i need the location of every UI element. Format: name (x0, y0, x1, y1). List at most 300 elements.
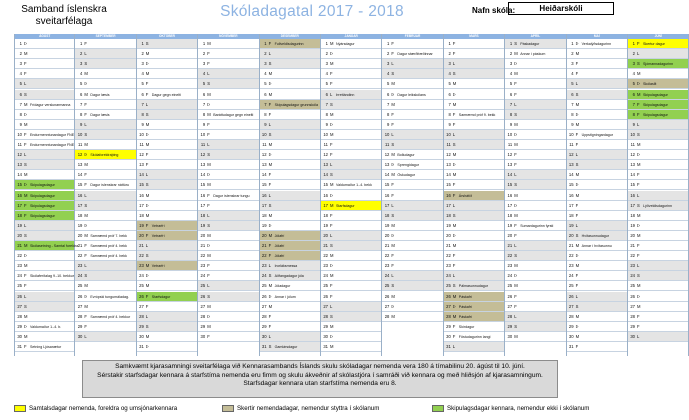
day-cell[interactable] (444, 241, 504, 251)
day-cell[interactable] (628, 191, 688, 201)
day-cell[interactable] (15, 281, 74, 291)
day-cell[interactable] (137, 211, 197, 221)
day-cell[interactable] (198, 130, 258, 140)
day-cell[interactable] (382, 110, 442, 120)
day-cell[interactable] (628, 231, 688, 241)
day-cell[interactable] (628, 201, 688, 211)
day-cell[interactable] (198, 221, 258, 231)
day-cell[interactable] (628, 271, 688, 281)
day-cell[interactable] (382, 69, 442, 79)
day-cell[interactable] (75, 59, 135, 69)
day-cell[interactable] (75, 140, 135, 150)
day-cell[interactable] (628, 130, 688, 140)
day-cell[interactable] (75, 150, 135, 160)
day-cell[interactable] (75, 160, 135, 170)
day-cell[interactable] (137, 281, 197, 291)
day-cell[interactable] (75, 292, 135, 302)
day-cell[interactable] (382, 59, 442, 69)
day-cell[interactable] (15, 201, 74, 211)
day-cell[interactable] (382, 140, 442, 150)
day-cell[interactable] (137, 332, 197, 342)
day-cell[interactable] (75, 271, 135, 281)
day-cell[interactable] (260, 342, 320, 352)
day-cell[interactable] (198, 170, 258, 180)
day-cell[interactable] (75, 69, 135, 79)
day-cell[interactable] (260, 59, 320, 69)
day-cell[interactable] (137, 231, 197, 241)
day-cell[interactable] (567, 59, 627, 69)
day-cell[interactable] (260, 292, 320, 302)
day-cell[interactable] (628, 211, 688, 221)
day-cell[interactable] (382, 231, 442, 241)
day-cell[interactable] (75, 191, 135, 201)
day-cell[interactable] (198, 69, 258, 79)
day-cell[interactable] (198, 110, 258, 120)
day-cell[interactable] (321, 79, 381, 89)
day-cell[interactable] (382, 39, 442, 49)
day-cell[interactable] (321, 100, 381, 110)
day-cell[interactable] (321, 49, 381, 59)
day-cell[interactable] (444, 221, 504, 231)
day-cell[interactable] (382, 312, 442, 322)
day-cell[interactable] (505, 110, 565, 120)
day-cell[interactable] (505, 69, 565, 79)
day-cell[interactable] (137, 160, 197, 170)
day-cell[interactable] (321, 170, 381, 180)
day-cell[interactable] (198, 39, 258, 49)
day-cell[interactable] (567, 100, 627, 110)
day-cell[interactable] (137, 180, 197, 190)
day-cell[interactable] (260, 79, 320, 89)
day-cell[interactable] (444, 271, 504, 281)
day-cell[interactable] (382, 211, 442, 221)
day-cell[interactable] (444, 59, 504, 69)
day-cell[interactable] (198, 251, 258, 261)
day-cell[interactable] (260, 100, 320, 110)
day-cell[interactable] (15, 150, 74, 160)
day-cell[interactable] (260, 130, 320, 140)
day-cell[interactable] (321, 191, 381, 201)
day-cell[interactable] (198, 79, 258, 89)
day-cell[interactable] (382, 261, 442, 271)
day-cell[interactable] (321, 322, 381, 332)
day-cell[interactable] (198, 160, 258, 170)
day-cell[interactable] (198, 59, 258, 69)
day-cell[interactable] (444, 170, 504, 180)
day-cell[interactable] (15, 90, 74, 100)
day-cell[interactable] (444, 342, 504, 352)
day-cell[interactable] (75, 281, 135, 291)
day-cell[interactable] (444, 110, 504, 120)
day-cell[interactable] (567, 201, 627, 211)
day-cell[interactable] (382, 281, 442, 291)
day-cell[interactable] (444, 79, 504, 89)
day-cell[interactable] (15, 100, 74, 110)
day-cell[interactable] (628, 110, 688, 120)
day-cell[interactable] (628, 59, 688, 69)
day-cell[interactable] (628, 79, 688, 89)
day-cell[interactable] (198, 261, 258, 271)
day-cell[interactable] (15, 191, 74, 201)
day-cell[interactable] (567, 69, 627, 79)
day-cell[interactable] (321, 281, 381, 291)
day-cell[interactable] (137, 322, 197, 332)
day-cell[interactable] (198, 302, 258, 312)
day-cell[interactable] (321, 90, 381, 100)
day-cell[interactable] (321, 150, 381, 160)
day-cell[interactable] (505, 332, 565, 342)
day-cell[interactable] (260, 211, 320, 221)
day-cell[interactable] (444, 49, 504, 59)
day-cell[interactable] (444, 292, 504, 302)
day-cell[interactable] (321, 251, 381, 261)
day-cell[interactable] (567, 322, 627, 332)
day-cell[interactable] (137, 302, 197, 312)
day-cell[interactable] (567, 342, 627, 352)
day-cell[interactable] (15, 170, 74, 180)
day-cell[interactable] (260, 191, 320, 201)
day-cell[interactable] (628, 302, 688, 312)
day-cell[interactable] (567, 110, 627, 120)
day-cell[interactable] (137, 120, 197, 130)
day-cell[interactable] (505, 100, 565, 110)
day-cell[interactable] (321, 110, 381, 120)
day-cell[interactable] (628, 69, 688, 79)
day-cell[interactable] (444, 191, 504, 201)
day-cell[interactable] (137, 170, 197, 180)
day-cell[interactable] (382, 170, 442, 180)
day-cell[interactable] (505, 49, 565, 59)
day-cell[interactable] (75, 130, 135, 140)
day-cell[interactable] (444, 90, 504, 100)
day-cell[interactable] (137, 49, 197, 59)
day-cell[interactable] (137, 69, 197, 79)
day-cell[interactable] (628, 150, 688, 160)
day-cell[interactable] (382, 150, 442, 160)
day-cell[interactable] (567, 191, 627, 201)
day-cell[interactable] (321, 221, 381, 231)
day-cell[interactable] (505, 39, 565, 49)
day-cell[interactable] (75, 231, 135, 241)
day-cell[interactable] (15, 221, 74, 231)
day-cell[interactable] (137, 39, 197, 49)
day-cell[interactable] (15, 140, 74, 150)
day-cell[interactable] (321, 261, 381, 271)
day-cell[interactable] (321, 120, 381, 130)
day-cell[interactable] (321, 160, 381, 170)
day-cell[interactable] (382, 90, 442, 100)
day-cell[interactable] (444, 251, 504, 261)
day-cell[interactable] (321, 59, 381, 69)
day-cell[interactable] (505, 120, 565, 130)
day-cell[interactable] (567, 332, 627, 342)
day-cell[interactable] (15, 271, 74, 281)
day-cell[interactable] (444, 160, 504, 170)
day-cell[interactable] (137, 90, 197, 100)
day-cell[interactable] (505, 281, 565, 291)
day-cell[interactable] (505, 211, 565, 221)
day-cell[interactable] (505, 261, 565, 271)
day-cell[interactable] (505, 79, 565, 89)
day-cell[interactable] (382, 120, 442, 130)
day-cell[interactable] (567, 302, 627, 312)
day-cell[interactable] (260, 231, 320, 241)
day-cell[interactable] (382, 302, 442, 312)
day-cell[interactable] (75, 211, 135, 221)
day-cell[interactable] (382, 292, 442, 302)
day-cell[interactable] (628, 332, 688, 342)
day-cell[interactable] (628, 140, 688, 150)
day-cell[interactable] (137, 79, 197, 89)
day-cell[interactable] (444, 332, 504, 342)
day-cell[interactable] (444, 180, 504, 190)
day-cell[interactable] (15, 69, 74, 79)
day-cell[interactable] (505, 170, 565, 180)
day-cell[interactable] (260, 140, 320, 150)
day-cell[interactable] (198, 100, 258, 110)
day-cell[interactable] (75, 322, 135, 332)
day-cell[interactable] (198, 312, 258, 322)
day-cell[interactable] (15, 79, 74, 89)
day-cell[interactable] (444, 201, 504, 211)
day-cell[interactable] (321, 211, 381, 221)
day-cell[interactable] (321, 312, 381, 322)
day-cell[interactable] (198, 120, 258, 130)
day-cell[interactable] (444, 150, 504, 160)
day-cell[interactable] (75, 79, 135, 89)
day-cell[interactable] (75, 90, 135, 100)
day-cell[interactable] (260, 281, 320, 291)
day-cell[interactable] (198, 241, 258, 251)
day-cell[interactable] (260, 150, 320, 160)
day-cell[interactable] (198, 281, 258, 291)
day-cell[interactable] (15, 342, 74, 352)
day-cell[interactable] (567, 241, 627, 251)
day-cell[interactable] (628, 49, 688, 59)
day-cell[interactable] (628, 120, 688, 130)
day-cell[interactable] (628, 261, 688, 271)
day-cell[interactable] (75, 49, 135, 59)
day-cell[interactable] (15, 322, 74, 332)
day-cell[interactable] (628, 241, 688, 251)
day-cell[interactable] (15, 241, 79, 251)
day-cell[interactable] (567, 150, 627, 160)
day-cell[interactable] (260, 39, 320, 49)
day-cell[interactable] (321, 201, 381, 211)
day-cell[interactable] (321, 302, 381, 312)
day-cell[interactable] (260, 120, 320, 130)
day-cell[interactable] (628, 100, 688, 110)
day-cell[interactable] (137, 140, 197, 150)
day-cell[interactable] (567, 170, 627, 180)
day-cell[interactable] (382, 49, 442, 59)
day-cell[interactable] (15, 261, 74, 271)
day-cell[interactable] (567, 79, 627, 89)
day-cell[interactable] (321, 271, 381, 281)
day-cell[interactable] (444, 312, 504, 322)
day-cell[interactable] (628, 160, 688, 170)
day-cell[interactable] (505, 322, 565, 332)
day-cell[interactable] (505, 90, 565, 100)
day-cell[interactable] (75, 241, 135, 251)
day-cell[interactable] (137, 201, 197, 211)
day-cell[interactable] (567, 120, 627, 130)
day-cell[interactable] (198, 191, 258, 201)
day-cell[interactable] (444, 302, 504, 312)
day-cell[interactable] (137, 191, 197, 201)
day-cell[interactable] (137, 312, 197, 322)
day-cell[interactable] (137, 342, 197, 352)
day-cell[interactable] (628, 90, 688, 100)
day-cell[interactable] (198, 271, 258, 281)
day-cell[interactable] (567, 271, 627, 281)
day-cell[interactable] (137, 261, 197, 271)
day-cell[interactable] (260, 251, 320, 261)
day-cell[interactable] (444, 281, 504, 291)
day-cell[interactable] (321, 69, 381, 79)
day-cell[interactable] (505, 231, 565, 241)
day-cell[interactable] (628, 180, 688, 190)
day-cell[interactable] (75, 302, 135, 312)
day-cell[interactable] (15, 130, 74, 140)
day-cell[interactable] (260, 241, 320, 251)
day-cell[interactable] (260, 312, 320, 322)
day-cell[interactable] (260, 322, 320, 332)
day-cell[interactable] (260, 69, 320, 79)
day-cell[interactable] (444, 140, 504, 150)
day-cell[interactable] (260, 221, 320, 231)
day-cell[interactable] (382, 100, 442, 110)
day-cell[interactable] (260, 110, 320, 120)
day-cell[interactable] (321, 231, 381, 241)
day-cell[interactable] (137, 271, 197, 281)
day-cell[interactable] (505, 241, 565, 251)
day-cell[interactable] (198, 201, 258, 211)
day-cell[interactable] (382, 221, 442, 231)
day-cell[interactable] (505, 302, 565, 312)
day-cell[interactable] (198, 322, 258, 332)
day-cell[interactable] (444, 322, 504, 332)
day-cell[interactable] (198, 292, 258, 302)
day-cell[interactable] (567, 39, 627, 49)
day-cell[interactable] (260, 180, 320, 190)
day-cell[interactable] (321, 140, 381, 150)
day-cell[interactable] (137, 241, 197, 251)
day-cell[interactable] (505, 140, 565, 150)
day-cell[interactable] (628, 281, 688, 291)
day-cell[interactable] (505, 271, 565, 281)
day-cell[interactable] (628, 39, 688, 49)
day-cell[interactable] (567, 90, 627, 100)
day-cell[interactable] (15, 292, 74, 302)
day-cell[interactable] (198, 332, 258, 342)
day-cell[interactable] (321, 180, 381, 190)
day-cell[interactable] (260, 261, 320, 271)
day-cell[interactable] (567, 261, 627, 271)
day-cell[interactable] (505, 59, 565, 69)
day-cell[interactable] (505, 201, 565, 211)
day-cell[interactable] (198, 90, 258, 100)
day-cell[interactable] (567, 292, 627, 302)
day-cell[interactable] (15, 180, 74, 190)
day-cell[interactable] (75, 221, 135, 231)
day-cell[interactable] (567, 130, 627, 140)
day-cell[interactable] (137, 110, 197, 120)
day-cell[interactable] (505, 251, 565, 261)
day-cell[interactable] (321, 332, 381, 342)
day-cell[interactable] (15, 211, 74, 221)
day-cell[interactable] (567, 312, 627, 322)
day-cell[interactable] (505, 160, 565, 170)
day-cell[interactable] (382, 251, 442, 261)
day-cell[interactable] (444, 261, 504, 271)
day-cell[interactable] (382, 271, 442, 281)
day-cell[interactable] (628, 170, 688, 180)
day-cell[interactable] (444, 69, 504, 79)
day-cell[interactable] (15, 302, 74, 312)
day-cell[interactable] (137, 292, 197, 302)
day-cell[interactable] (15, 59, 74, 69)
day-cell[interactable] (382, 130, 442, 140)
day-cell[interactable] (260, 271, 320, 281)
day-cell[interactable] (75, 180, 135, 190)
day-cell[interactable] (628, 221, 688, 231)
day-cell[interactable] (260, 160, 320, 170)
day-cell[interactable] (567, 140, 627, 150)
day-cell[interactable] (382, 241, 442, 251)
day-cell[interactable] (198, 49, 258, 59)
day-cell[interactable] (15, 110, 74, 120)
day-cell[interactable] (321, 241, 381, 251)
day-cell[interactable] (567, 180, 627, 190)
day-cell[interactable] (198, 231, 258, 241)
day-cell[interactable] (382, 191, 442, 201)
day-cell[interactable] (444, 130, 504, 140)
day-cell[interactable] (137, 59, 197, 69)
day-cell[interactable] (75, 39, 135, 49)
day-cell[interactable] (15, 120, 74, 130)
day-cell[interactable] (15, 231, 74, 241)
day-cell[interactable] (137, 221, 197, 231)
day-cell[interactable] (505, 130, 565, 140)
day-cell[interactable] (505, 221, 565, 231)
day-cell[interactable] (505, 191, 565, 201)
day-cell[interactable] (75, 120, 135, 130)
school-name-field[interactable]: Heiðarskóli (508, 2, 614, 15)
day-cell[interactable] (382, 201, 442, 211)
day-cell[interactable] (75, 312, 135, 322)
day-cell[interactable] (75, 251, 135, 261)
day-cell[interactable] (628, 312, 688, 322)
day-cell[interactable] (75, 201, 135, 211)
day-cell[interactable] (382, 160, 442, 170)
day-cell[interactable] (260, 170, 320, 180)
day-cell[interactable] (15, 251, 74, 261)
day-cell[interactable] (260, 302, 320, 312)
day-cell[interactable] (137, 251, 197, 261)
day-cell[interactable] (260, 332, 320, 342)
day-cell[interactable] (75, 332, 135, 342)
day-cell[interactable] (321, 342, 381, 352)
day-cell[interactable] (260, 49, 320, 59)
day-cell[interactable] (137, 150, 197, 160)
day-cell[interactable] (567, 221, 627, 231)
day-cell[interactable] (260, 90, 320, 100)
day-cell[interactable] (505, 180, 565, 190)
day-cell[interactable] (75, 170, 135, 180)
day-cell[interactable] (75, 100, 135, 110)
day-cell[interactable] (444, 120, 504, 130)
